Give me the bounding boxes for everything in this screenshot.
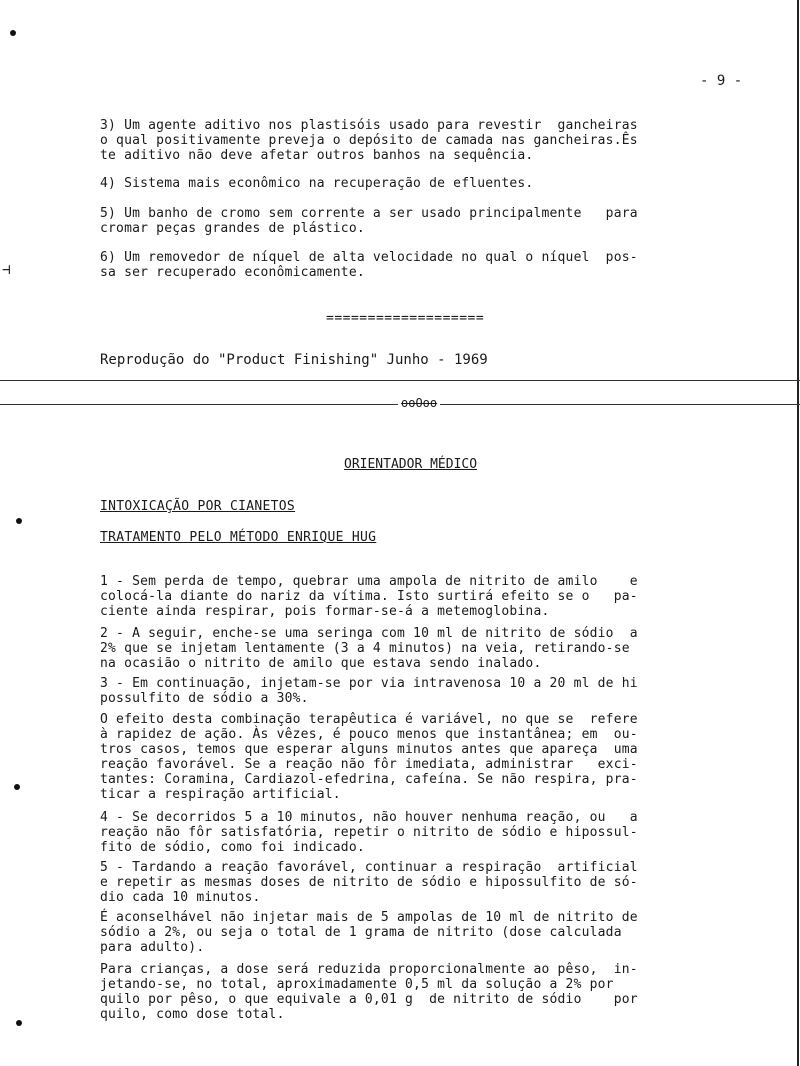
equals-separator: =================== xyxy=(326,311,485,326)
section-divider: ooOoo xyxy=(398,396,440,410)
scan-speck xyxy=(10,30,16,36)
page-title: ORIENTADOR MÉDICO xyxy=(344,457,478,472)
heading-treatment: TRATAMENTO PELO MÉTODO ENRIQUE HUG xyxy=(100,530,377,545)
heading-intoxication: INTOXICAÇÃO POR CIANETOS xyxy=(100,499,296,514)
item-3: 3) Um agente aditivo nos plastisóis usado para revestir gancheiras o qual positivamente preveja o depósito de camada nas gancheiras.Ês te aditivo não deve afetar outros banhos na sequência. xyxy=(100,118,638,163)
scan-right-border xyxy=(797,0,799,1066)
scan-speck xyxy=(16,518,22,524)
scan-speck xyxy=(14,784,20,790)
paragraph-step-2: 2 - A seguir, enche-se uma seringa com 10 ml de nitrito de sódio a 2% que se injetam lentamente (3 a 4 minutos) na veia, retirando-se na ocasião o nitrito de amilo que estava sendo inalado. xyxy=(100,626,638,671)
paragraph-children: Para crianças, a dose será reduzida proporcionalmente ao pêso, in- jetando-se, no total, aproximadamente 0,5 ml da solução a 2% por quilo por pêso, o que equivale a 0,01 g de nitrito de sódio por quilo, como dose total. xyxy=(100,962,638,1022)
item-5: 5) Um banho de cromo sem corrente a ser usado principalmente para cromar peças grandes de plástico. xyxy=(100,206,638,236)
item-4: 4) Sistema mais econômico na recuperação de efluentes. xyxy=(100,176,534,191)
paragraph-step-5: 5 - Tardando a reação favorável, continuar a respiração artificial e repetir as mesmas doses de nitrito de sódio e hipossulfito de só- dio cada 10 minutos. xyxy=(100,860,638,905)
paragraph-advice: É aconselhável não injetar mais de 5 ampolas de 10 ml de nitrito de sódio a 2%, ou seja o total de 1 grama de nitrito (dose calculada para adulto). xyxy=(100,910,638,955)
paragraph-effect: O efeito desta combinação terapêutica é variável, no que se refere à rapidez de ação. Às vêzes, é pouco menos que instantânea; em ou- tros casos, temos que esperar alguns minutos antes que apareça uma reação favorável. Se a reação não fôr imediata, administrar exci- tantes: Coramina, Cardiazol-efedrina, cafeína. Se não respira, pra- ticar a respiração artificial. xyxy=(100,712,638,802)
paragraph-step-4: 4 - Se decorridos 5 a 10 minutos, não houver nenhuma reação, ou a reação não fôr satisfatória, repetir o nitrito de sódio e hipossul- fito de sódio, como foi indicado. xyxy=(100,810,638,855)
page-number: - 9 - xyxy=(700,73,743,89)
item-6: 6) Um removedor de níquel de alta velocidade no qual o níquel pos- sa ser recuperado econômicamente. xyxy=(100,250,638,280)
section-rule-upper xyxy=(0,380,800,381)
paragraph-step-3: 3 - Em continuação, injetam-se por via intravenosa 10 a 20 ml de hi possulfito de sódio a 30%. xyxy=(100,676,638,706)
scan-mark: ⊣ xyxy=(2,262,11,278)
reproduction-source: Reprodução do "Product Finishing" Junho - 1969 xyxy=(100,352,488,368)
paragraph-step-1: 1 - Sem perda de tempo, quebrar uma ampola de nitrito de amilo e colocá-la diante do nariz da vítima. Isto surtirá efeito se o pa- ciente ainda respirar, pois formar-se-á a metemoglobina. xyxy=(100,574,638,619)
scan-speck xyxy=(16,1020,22,1026)
